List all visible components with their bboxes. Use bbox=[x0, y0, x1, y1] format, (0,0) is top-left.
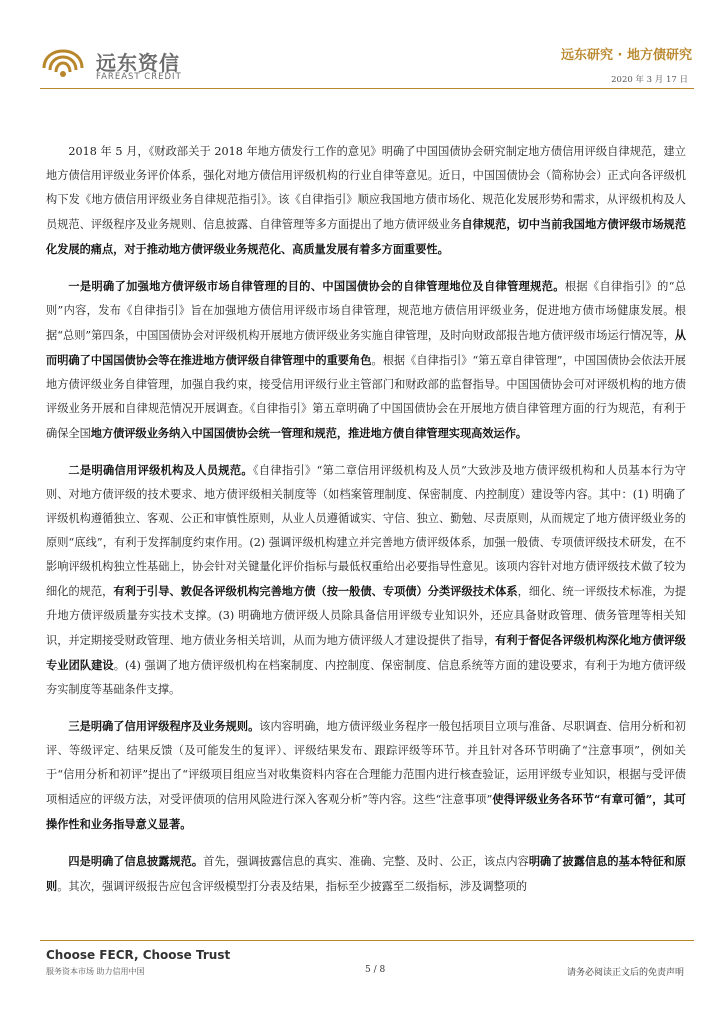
bold-text-run: 四是明确了信息披露规范。 bbox=[68, 854, 204, 868]
footer-disclaimer: 请务必阅读正文后的免责声明 bbox=[566, 968, 684, 978]
footer-slogan: Choose FECR, Choose Trust bbox=[46, 948, 231, 962]
bold-text-run: 自律规范，切中当前我国地方债评级市场规范化发展的痛点，对于推动地方债评级业务规范化、高质量发展有着多方面重要性。 bbox=[46, 217, 686, 256]
logo-english-name: FAREAST CREDIT bbox=[96, 72, 182, 82]
text-run: 该内容明确，地方债评级业务程序一般包括项目立项与准备、尽职调查、信用分析和初评、等级评定、结果反馈（及可能发生的复评）、评级结果发布、跟踪评级等环节。并且针对各环节明确了“注意事项”，例如关于“信用分析和初评”提出了“评级项目组应当对收集资料内容在合理能力范围内进行核查验证，运用评级专业知识，根据与受评债项相适应的评级方法，对受评债项的信用风险进行深入客观分析”等内容。这些“注意事项” bbox=[46, 720, 686, 806]
bold-text-run: 明确了披露信息的基本特征和原则 bbox=[46, 854, 686, 893]
page-number: 5 / 8 bbox=[365, 965, 386, 975]
body-paragraph bbox=[46, 140, 686, 262]
header-divider bbox=[40, 88, 694, 89]
body-paragraph bbox=[46, 274, 686, 446]
text-run: ，细化、统一评级技术标准，为提升地方债评级质量夯实技术支撑。(3) 明确地方债评级人员除具备信用评级专业知识外，还应具备财政管理、债务管理等相关知识，并定期接受财政管理、地方债业务相关培训，从而为地方债评级人才建设提供了指导， bbox=[46, 585, 686, 647]
footer-divider bbox=[40, 940, 694, 941]
body-paragraph bbox=[46, 458, 686, 702]
report-date: 2020 年 3 月 17 日 bbox=[611, 75, 688, 85]
bold-text-run: 三是明确了信用评级程序及业务规则。 bbox=[68, 719, 260, 733]
text-run: 根据《自律指引》的“总则”内容，发布《自律指引》旨在加强地方债信用评级市场自律管理，规范地方债信用评级业务，促进地方债市场健康发展。根据“总则”第四条，中国国债协会对评级机构开展地方债评级业务实施自律管理，及时向财政部报告地方债评级市场运行情况等， bbox=[46, 280, 686, 342]
fareast-credit-logo-icon bbox=[40, 48, 86, 80]
body-paragraph bbox=[46, 714, 686, 837]
document-body bbox=[46, 140, 686, 911]
body-paragraph bbox=[46, 849, 686, 899]
bold-text-run: 有利于督促各评级机构深化地方债评级专业团队建设 bbox=[46, 633, 686, 672]
report-series-title: 远东研究 · 地方债研究 bbox=[561, 48, 692, 63]
text-run: 《自律指引》“第二章信用评级机构及人员”大致涉及地方债评级机构和人员基本行为守则、对地方债评级的技术要求、地方债评级相关制度等（如档案管理制度、保密制度、内控制度）建设等内容。其中：(1) 明确了评级机构遵循独立、客观、公正和审慎性原则，从业人员遵循诚实、守信、独立、勤勉、尽责原则，从而规定了地方债评级业务的原则“底线”，有利于发挥制度约束作用。(2) 强调评级机构建立并完善地方债评级体系，加强一般债、专项债评级技术研发，在不影响评级机构独立性基础上，协会针对关键量化评价指标与最低权重给出必要指导性意见。该项内容针对地方债评级技术做了较为细化的规范， bbox=[46, 464, 686, 598]
text-run: 。其次，强调评级报告应包含评级模型打分表及结果，指标至少披露至二级指标，涉及调整项的 bbox=[57, 880, 528, 893]
text-run: 。(4) 强调了地方债评级机构在档案制度、内控制度、保密制度、信息系统等方面的建设要求，有利于为地方债评级夯实制度等基础条件支撑。 bbox=[46, 659, 686, 696]
bold-text-run: 从而明确了中国国债协会等在推进地方债评级自律管理中的重要角色 bbox=[46, 328, 686, 367]
footer-subslogan: 服务资本市场 助力信用中国 bbox=[46, 967, 145, 976]
text-run: 2018 年 5 月，《财政部关于 2018 年地方债发行工作的意见》明确了中国国债协会研究制定地方债信用评级自律规范，建立地方债信用评级业务评价体系，强化对地方债信用评级机构的行业自律等意见。近日，中国国债协会（简称协会）正式向各评级机构下发《地方债信用评级业务自律规范指引》。该《自律指引》顺应我国地方债市场化、规范化发展形势和需求，从评级机构及人员规范、评级程序及业务规则、信息披露、自律管理等多方面提出了地方债评级业务 bbox=[46, 145, 686, 231]
bold-text-run: 地方债评级业务纳入中国国债协会统一管理和规范，推进地方债自律管理实现高效运作。 bbox=[90, 426, 528, 440]
text-run: 首先，强调披露信息的真实、准确、完整、及时、公正，该点内容 bbox=[203, 855, 529, 868]
bold-text-run: 使得评级业务各环节“有章可循”，其可操作性和业务指导意义显著。 bbox=[46, 792, 686, 831]
page-header bbox=[0, 0, 724, 100]
logo-chinese-name: 远东资信 bbox=[96, 51, 180, 75]
bold-text-run: 二是明确信用评级机构及人员规范。 bbox=[68, 463, 253, 477]
text-run: 。根据《自律指引》“第五章自律管理”，中国国债协会依法开展地方债评级业务自律管理，加强自我约束，接受信用评级行业主管部门和财政部的监督指导。中国国债协会可对评级机构的地方债评级业务开展和自律规范情况开展调查。《自律指引》第五章明确了中国国债协会在开展地方债自律管理方面的行为规范，有利于确保全国 bbox=[46, 354, 686, 440]
bold-text-run: 有利于引导、敦促各评级机构完善地方债（按一般债、专项债）分类评级技术体系 bbox=[113, 584, 518, 598]
bold-text-run: 一是明确了加强地方债评级市场自律管理的目的、中国国债协会的自律管理地位及自律管理规范。 bbox=[68, 279, 565, 293]
